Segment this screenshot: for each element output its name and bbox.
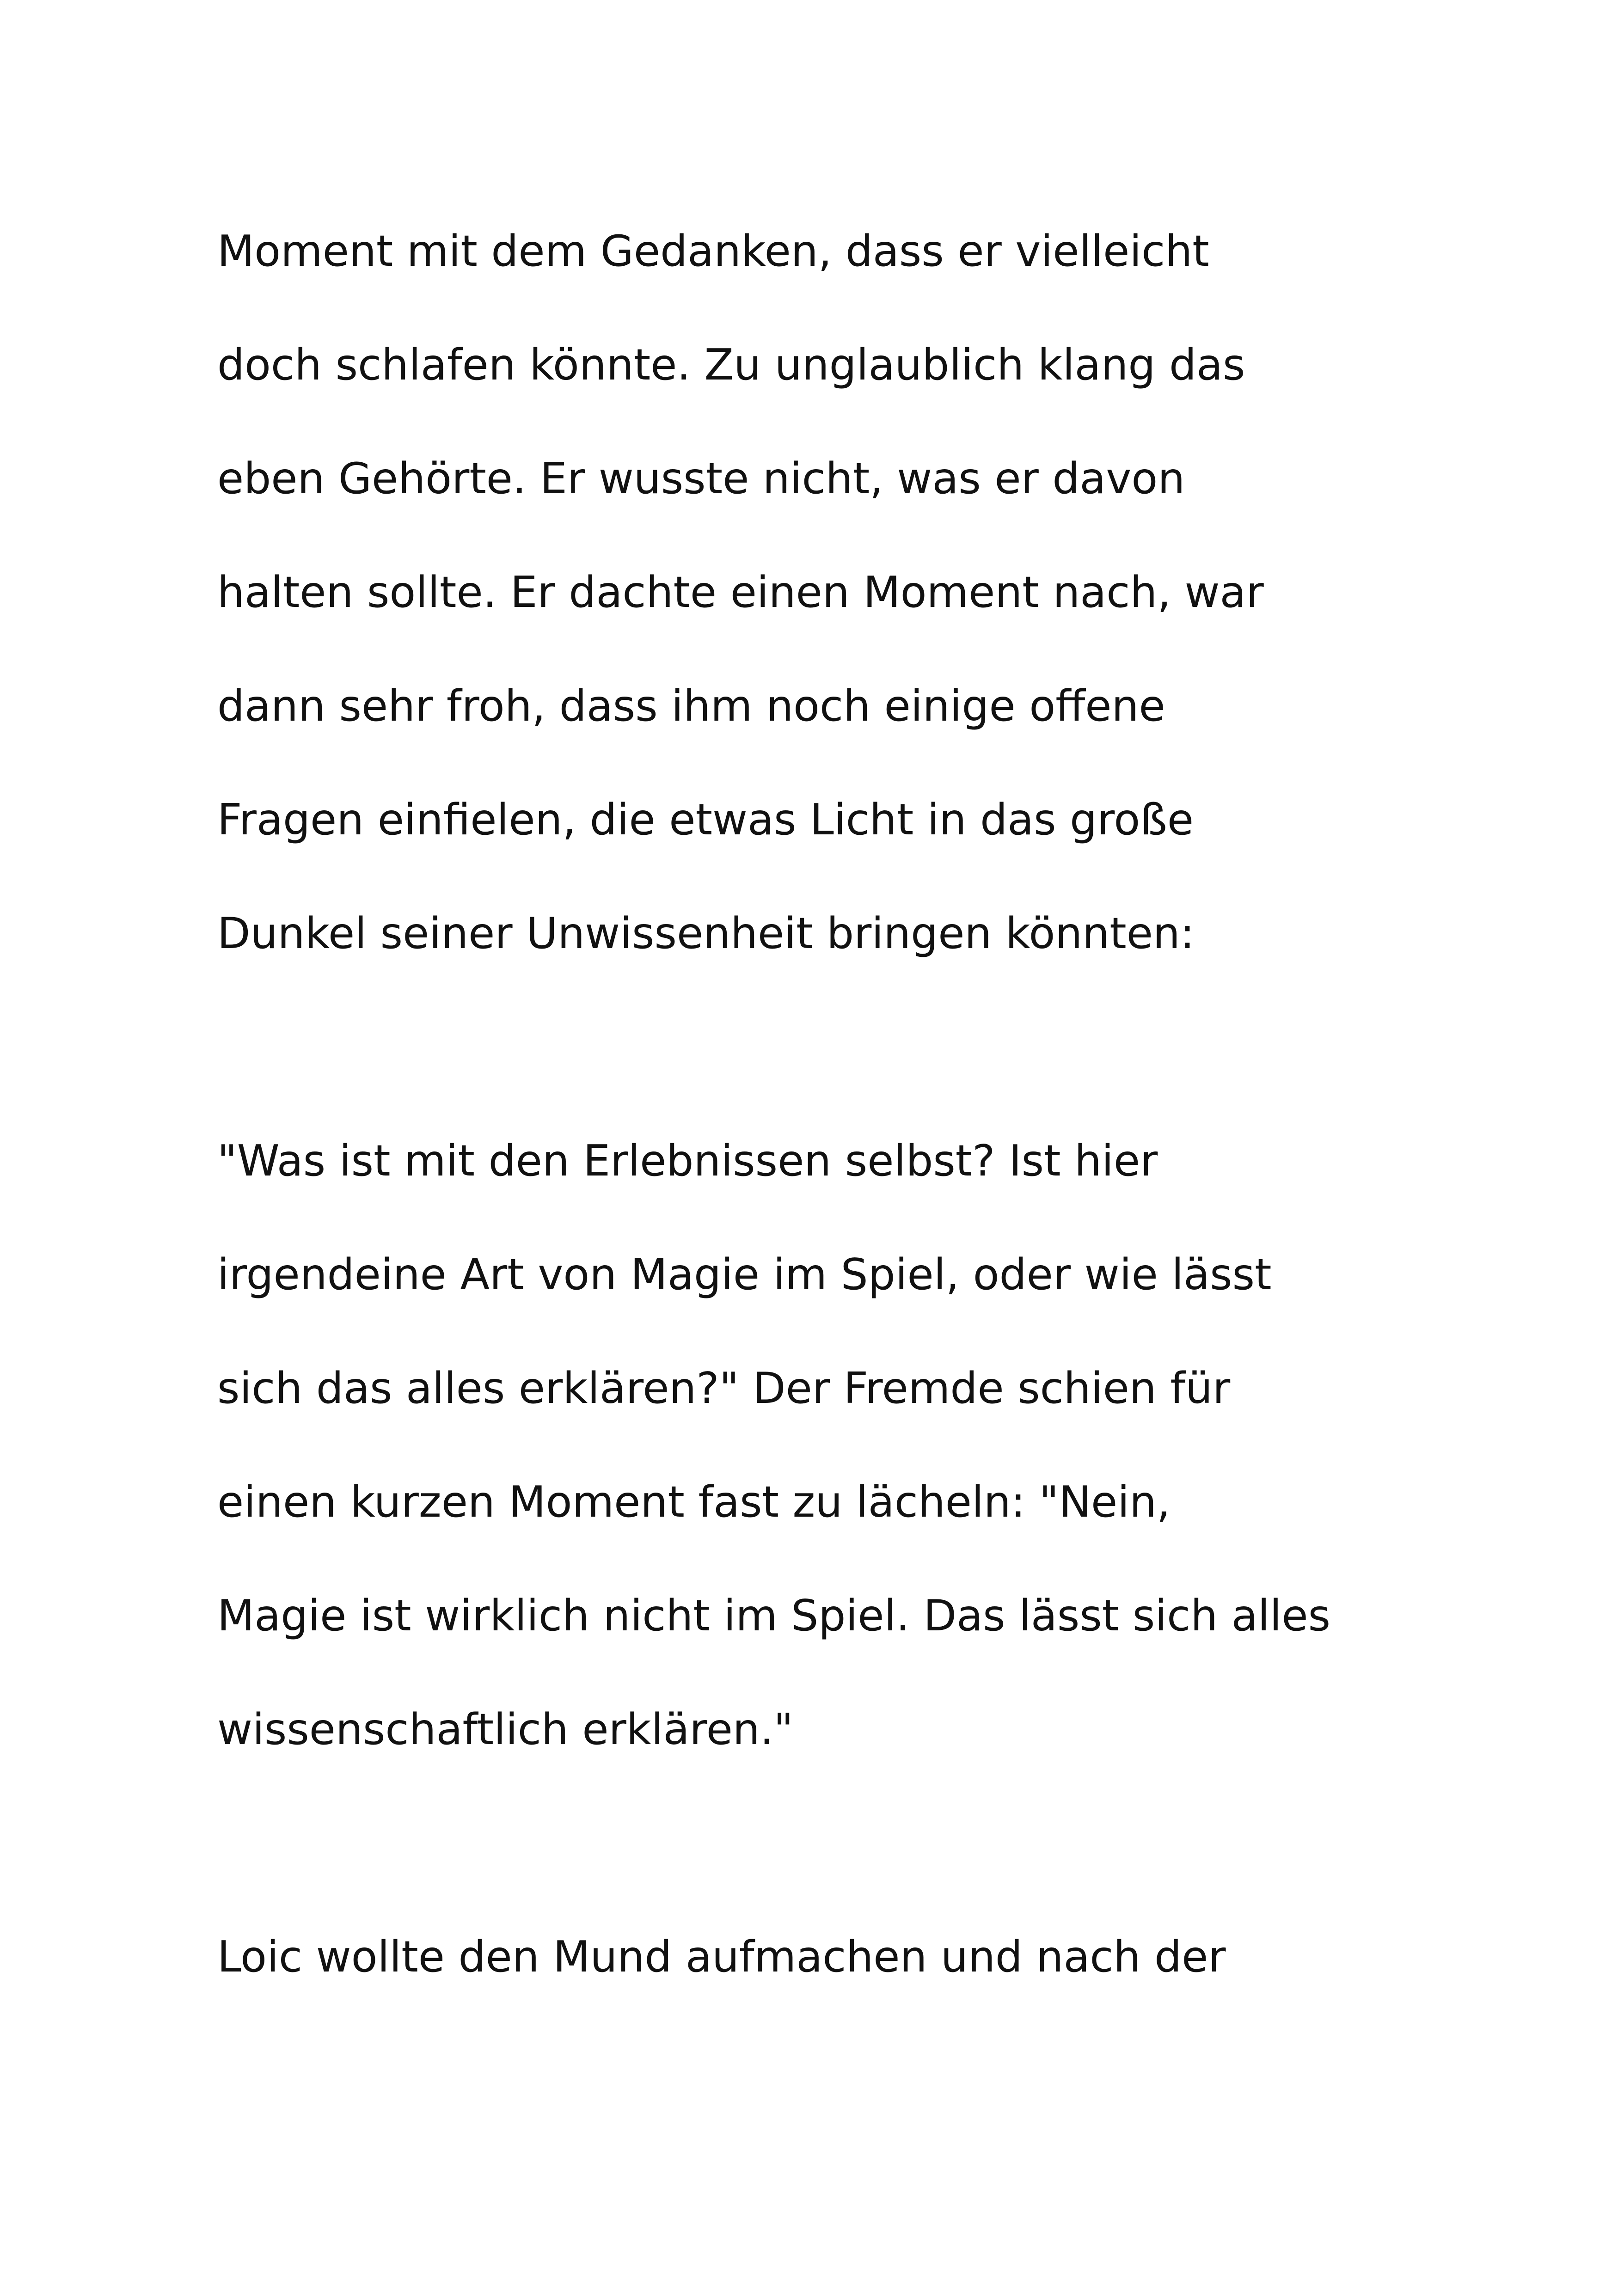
text-line: irgendeine Art von Magie im Spiel, oder wie lässt [217, 1249, 1272, 1299]
text-line: wissenschaftlich erklären." [217, 1704, 794, 1754]
text-line: eben Gehörte. Er wusste nicht, was er davon [217, 453, 1185, 503]
text-line: halten sollte. Er dachte einen Moment nach, war [217, 567, 1264, 617]
text-line: Fragen einfielen, die etwas Licht in das große [217, 795, 1194, 845]
text-line: dann sehr froh, dass ihm noch einige offene [217, 681, 1165, 731]
text-line: sich das alles erklären?" Der Fremde schien für [217, 1363, 1231, 1413]
text-line: "Was ist mit den Erlebnissen selbst? Ist hier [217, 1136, 1158, 1186]
text-line: doch schlafen könnte. Zu unglaublich klang das [217, 340, 1245, 390]
text-line: Loic wollte den Mund aufmachen und nach der [217, 1932, 1226, 1982]
text-line: einen kurzen Moment fast zu lächeln: "Nein, [217, 1477, 1171, 1527]
text-line: Magie ist wirklich nicht im Spiel. Das lässt sich alles [217, 1591, 1331, 1641]
text-line: Dunkel seiner Unwissenheit bringen könnten: [217, 908, 1195, 958]
text-line: Moment mit dem Gedanken, dass er vielleicht [217, 226, 1209, 276]
